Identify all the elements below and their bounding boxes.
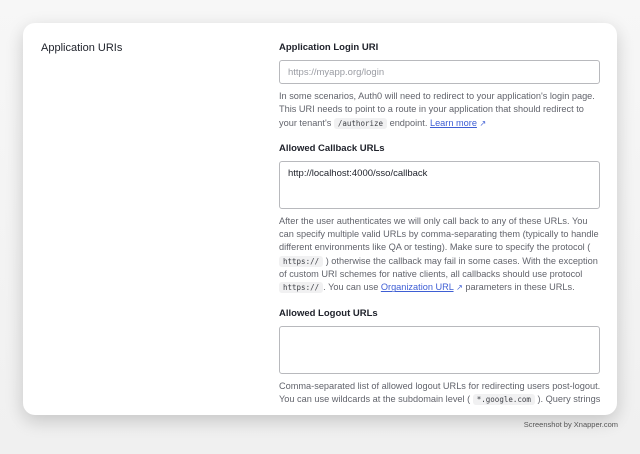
watermark: Screenshot by Xnapper.com [523,420,618,429]
callback-urls-label: Allowed Callback URLs [279,142,385,154]
organization-url-link[interactable]: Organization URL [380,282,454,293]
logout-urls-label: Allowed Logout URLs [279,307,378,319]
logout-urls-help: Comma-separated list of allowed logout URLs for redirecting users post-logout. You can use wildcards at the subdomain level ( *.google.com ). Query strings [279,380,601,404]
login-uri-input[interactable]: https://myapp.org/login [279,60,600,84]
callback-urls-textarea[interactable]: http://localhost:4000/sso/callback [279,161,600,209]
section-title: Application URIs [41,42,123,54]
callback-urls-help: After the user authenticates we will only call back to any of these URLs. You can specify multiple valid URLs by comma-separating them (typically to handle different environments like QA or testing). Make sure to specify the protocol ( https:// ) otherwise the callback may fail in some cases. With the exception of custom URI schemes for native clients, all callbacks should use protocol https:// . You can use Organization URL ↗ parameters in these URLs. [279,215,599,293]
login-uri-label: Application Login URI [279,42,379,53]
login-uri-help: In some scenarios, Auth0 will need to redirect to your application's login page. This URI needs to point to a route in your application that should redirect to your tenant's /authorize endpoint. Learn more ↗ [279,91,595,128]
logout-urls-textarea[interactable] [279,326,600,374]
external-link-icon: ↗ [456,283,463,293]
learn-more-link[interactable]: Learn more [429,117,477,128]
external-link-icon: ↗ [479,118,487,128]
application-uris-card [23,23,617,415]
